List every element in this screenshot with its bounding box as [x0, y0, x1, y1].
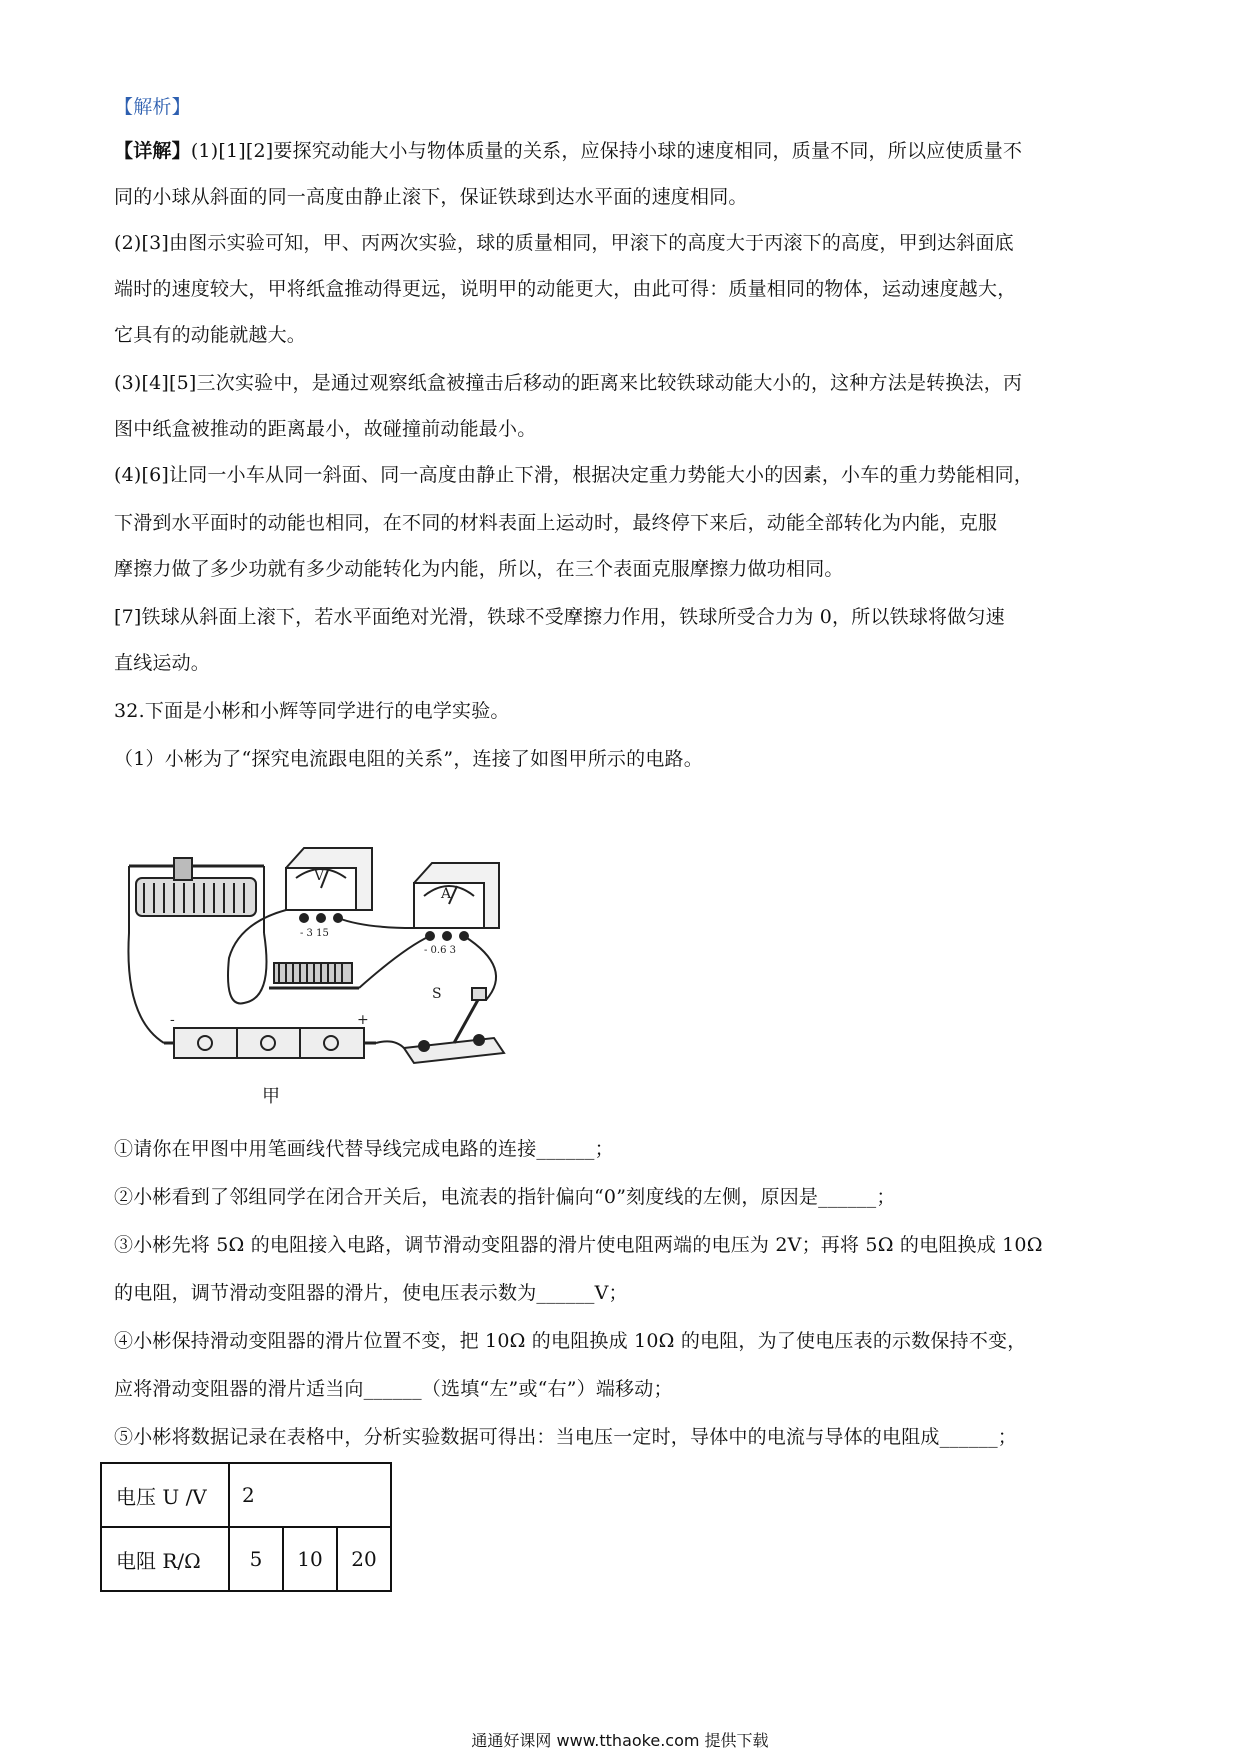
detail-tag: 【详解】 — [114, 140, 191, 162]
question-part-1: （1）小彬为了“探究电流跟电阻的关系”，连接了如图甲所示的电路。 — [114, 748, 703, 770]
resistor-icon — [269, 963, 359, 988]
battery-icon — [164, 1028, 376, 1058]
analysis-heading: 【解析】 — [114, 96, 191, 118]
table-cell-voltage-value: 2 — [229, 1463, 391, 1527]
table-cell-voltage-label: 电压 U /V — [101, 1463, 229, 1527]
voltmeter-icon — [286, 848, 372, 922]
battery-minus-label: - — [170, 1012, 175, 1028]
question-title: 32.下面是小彬和小辉等同学进行的电学实验。 — [114, 700, 510, 722]
table-cell-resistance-1: 5 — [229, 1527, 283, 1591]
page-footer: 通通好课网 www.tthaoke.com 提供下载 — [471, 1731, 769, 1750]
switch-label: S — [432, 986, 442, 1002]
paragraph-2-line-3: 它具有的动能就越大。 — [114, 324, 307, 346]
paragraph-1-line-2: 同的小球从斜面的同一高度由静止滚下，保证铁球到达水平面的速度相同。 — [114, 186, 748, 208]
paragraph-5-line-2: 直线运动。 — [114, 652, 211, 674]
question-item-2: ②小彬看到了邻组同学在闭合开关后，电流表的指针偏向“0”刻度线的左侧，原因是______； — [114, 1186, 896, 1208]
circuit-figure — [114, 838, 619, 1108]
rheostat-icon — [129, 858, 264, 933]
paragraph-5-line-1: [7]铁球从斜面上滚下，若水平面绝对光滑，铁球不受摩擦力作用，铁球所受合力为 0，所以铁球将做匀速 — [114, 606, 1005, 628]
voltmeter-label: V — [314, 868, 325, 884]
table-row — [101, 1527, 391, 1591]
paragraph-2-line-2: 端时的速度较大，甲将纸盒推动得更远，说明甲的动能更大，由此可得：质量相同的物体，运动速度越大， — [114, 278, 1017, 300]
paragraph-4-line-2: 下滑到水平面时的动能也相同，在不同的材料表面上运动时，最终停下来后，动能全部转化为内能，克服 — [114, 512, 998, 534]
paragraph-3-line-1: (3)[4][5]三次实验中，是通过观察纸盒被撞击后移动的距离来比较铁球动能大小的，这种方法是转换法，丙 — [114, 372, 1023, 394]
table-cell-resistance-2: 10 — [283, 1527, 337, 1591]
paragraph-3-line-2: 图中纸盒被推动的距离最小，故碰撞前动能最小。 — [114, 418, 537, 440]
ammeter-label: A — [441, 886, 452, 902]
question-item-3-line-1: ③小彬先将 5Ω 的电阻接入电路，调节滑动变阻器的滑片使电阻两端的电压为 2V；再将 5Ω 的电阻换成 10Ω — [114, 1234, 1043, 1256]
ammeter-scale: - 0.6 3 — [424, 945, 457, 956]
battery-plus-label: + — [357, 1012, 369, 1028]
question-item-4-line-2: 应将滑动变阻器的滑片适当向______（选填“左”或“右”）端移动； — [114, 1378, 673, 1400]
question-item-1: ①请你在甲图中用笔画线代替导线完成电路的连接______； — [114, 1138, 614, 1160]
switch-icon — [404, 988, 504, 1063]
question-item-5: ⑤小彬将数据记录在表格中，分析实验数据可得出：当电压一定时，导体中的电流与导体的电阻成______； — [114, 1426, 1018, 1448]
data-table — [100, 1462, 392, 1592]
question-item-4-line-1: ④小彬保持滑动变阻器的滑片位置不变，把 10Ω 的电阻换成 10Ω 的电阻，为了使电压表的示数保持不变， — [114, 1330, 1027, 1352]
paragraph-4-line-3: 摩擦力做了多少功就有多少动能转化为内能，所以，在三个表面克服摩擦力做功相同。 — [114, 558, 844, 580]
paragraph-4-line-1: (4)[6]让同一小车从同一斜面、同一高度由静止下滑，根据决定重力势能大小的因素，小车的重力势能相同， — [114, 464, 1034, 486]
question-item-3-line-2: 的电阻，调节滑动变阻器的滑片，使电压表示数为______V； — [114, 1282, 628, 1304]
figure-caption: 甲 — [262, 1086, 280, 1107]
paragraph-2-line-1: (2)[3]由图示实验可知，甲、丙两次实验，球的质量相同，甲滚下的高度大于丙滚下的高度，甲到达斜面底 — [114, 232, 1014, 254]
ammeter-icon — [414, 863, 499, 940]
table-cell-resistance-label: 电阻 R/Ω — [101, 1527, 229, 1591]
voltmeter-scale: - 3 15 — [300, 928, 329, 939]
paragraph-1-line-1: 【详解】(1)[1][2]要探究动能大小与物体质量的关系，应保持小球的速度相同，质量不同，所以应使质量不 — [114, 140, 1023, 162]
table-cell-resistance-3: 20 — [337, 1527, 391, 1591]
table-row — [101, 1463, 391, 1527]
